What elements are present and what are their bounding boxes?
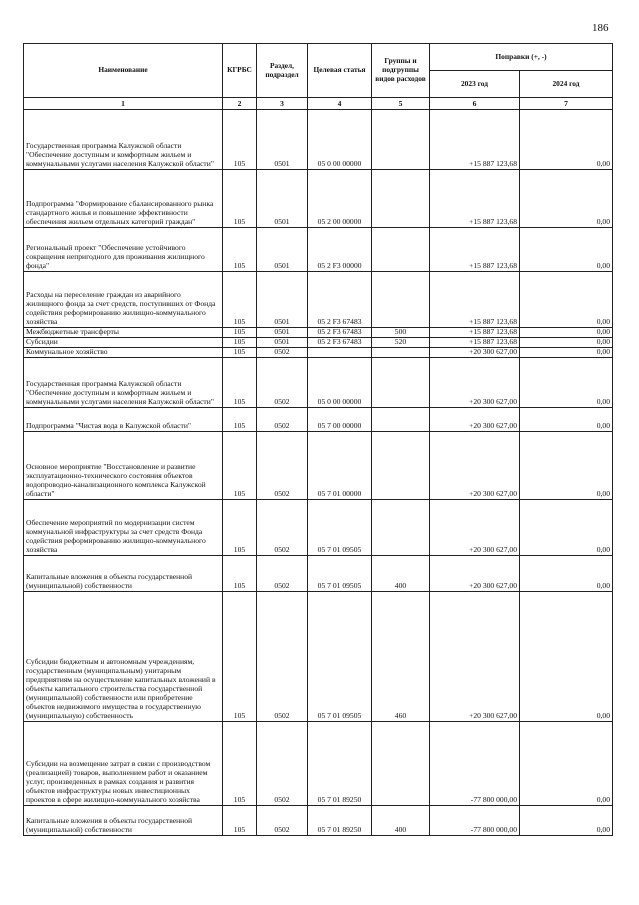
- row-target-article: 05 2 F3 67483: [308, 337, 372, 347]
- table-row: [24, 721, 613, 805]
- table-row: [24, 499, 613, 555]
- table-row: [24, 328, 613, 338]
- row-amount-2023: +15 887 123,68: [430, 328, 520, 338]
- row-amount-2024: 0,00: [520, 499, 613, 555]
- row-section: 0501: [257, 272, 308, 328]
- row-kgrbs: 105: [223, 591, 257, 721]
- header-target: Целевая статья: [308, 44, 372, 98]
- row-kgrbs: 105: [223, 357, 257, 407]
- row-target-article: 05 2 F3 67483: [308, 272, 372, 328]
- row-amount-2024: 0,00: [520, 228, 613, 272]
- row-target-article: 05 0 00 00000: [308, 110, 372, 170]
- row-target-article: 05 0 00 00000: [308, 357, 372, 407]
- row-target-article: 05 7 01 09505: [308, 591, 372, 721]
- column-index: 1: [24, 98, 223, 110]
- table-row: [24, 337, 613, 347]
- row-section: 0502: [257, 555, 308, 591]
- header-groups: Группы и подгруппы видов расходов: [372, 44, 430, 98]
- row-expense-group: [372, 721, 430, 805]
- row-expense-group: [372, 228, 430, 272]
- row-name: Обеспечение мероприятий по модернизации систем коммунальной инфраструктуры за счет средств Фонда содействия реформированию жилищно-коммунального хозяйства: [24, 499, 223, 555]
- row-name: Межбюджетные трансферты: [24, 328, 223, 338]
- row-amount-2024: 0,00: [520, 431, 613, 499]
- row-kgrbs: 105: [223, 431, 257, 499]
- row-section: 0501: [257, 228, 308, 272]
- column-index: 2: [223, 98, 257, 110]
- row-expense-group: [372, 170, 430, 228]
- row-target-article: 05 7 01 89250: [308, 721, 372, 805]
- table-row: [24, 110, 613, 170]
- row-amount-2023: -77 800 000,00: [430, 805, 520, 835]
- header-amendments: Поправки (+, -): [430, 44, 613, 71]
- row-amount-2023: +20 300 627,00: [430, 431, 520, 499]
- row-section: 0501: [257, 337, 308, 347]
- row-amount-2023: -77 800 000,00: [430, 721, 520, 805]
- row-amount-2024: 0,00: [520, 357, 613, 407]
- row-expense-group: [372, 499, 430, 555]
- row-amount-2023: +15 887 123,68: [430, 170, 520, 228]
- page-number: 186: [592, 22, 609, 34]
- table-row: [24, 591, 613, 721]
- row-name: Субсидии на возмещение затрат в связи с производством (реализацией) товаров, выполнением работ и оказанием услуг, произведенных в рамках создания и развития объектов инфраструктуры новых инвестиционных проектов в сфере жилищно-коммунального хозяйства: [24, 721, 223, 805]
- row-kgrbs: 105: [223, 337, 257, 347]
- row-name: Коммунальное хозяйство: [24, 347, 223, 357]
- row-target-article: 05 7 01 89250: [308, 805, 372, 835]
- row-name: Расходы на переселение граждан из аварийного жилищного фонда за счет средств, поступивших от Фонда содействия реформированию жилищно-коммунального хозяйства: [24, 272, 223, 328]
- column-index: 7: [520, 98, 613, 110]
- row-kgrbs: 105: [223, 499, 257, 555]
- row-section: 0502: [257, 591, 308, 721]
- row-kgrbs: 105: [223, 347, 257, 357]
- row-amount-2024: 0,00: [520, 170, 613, 228]
- row-amount-2024: 0,00: [520, 591, 613, 721]
- row-amount-2023: +15 887 123,68: [430, 228, 520, 272]
- row-kgrbs: 105: [223, 272, 257, 328]
- table-row: [24, 555, 613, 591]
- row-amount-2024: 0,00: [520, 328, 613, 338]
- row-expense-group: 400: [372, 555, 430, 591]
- row-expense-group: [372, 347, 430, 357]
- column-index: 3: [257, 98, 308, 110]
- row-section: 0502: [257, 805, 308, 835]
- row-section: 0502: [257, 721, 308, 805]
- row-name: Субсидии: [24, 337, 223, 347]
- row-expense-group: 500: [372, 328, 430, 338]
- header-year-2023: 2023 год: [430, 71, 520, 98]
- column-index: 5: [372, 98, 430, 110]
- row-amount-2023: +15 887 123,68: [430, 272, 520, 328]
- row-expense-group: 400: [372, 805, 430, 835]
- table-row: [24, 347, 613, 357]
- row-name: Государственная программа Калужской области "Обеспечение доступным и комфортным жильем и коммунальными услугами населения Калужской области": [24, 357, 223, 407]
- row-expense-group: 520: [372, 337, 430, 347]
- row-kgrbs: 105: [223, 555, 257, 591]
- row-target-article: 05 2 F3 00000: [308, 228, 372, 272]
- header-name: Наименование: [24, 44, 223, 98]
- row-amount-2023: +15 887 123,68: [430, 110, 520, 170]
- header-year-2024: 2024 год: [520, 71, 613, 98]
- row-expense-group: [372, 110, 430, 170]
- row-name: Региональный проект "Обеспечение устойчивого сокращения непригодного для проживания жилищного фонда": [24, 228, 223, 272]
- row-amount-2023: +20 300 627,00: [430, 555, 520, 591]
- row-section: 0501: [257, 110, 308, 170]
- row-expense-group: 460: [372, 591, 430, 721]
- table-row: [24, 357, 613, 407]
- row-amount-2024: 0,00: [520, 337, 613, 347]
- row-target-article: [308, 347, 372, 357]
- row-name: Основное мероприятие "Восстановление и развитие эксплуатационно-технического состояния объектов водопроводно-канализационного комплекса Калужской области": [24, 431, 223, 499]
- row-name: Подпрограмма "Формирование сбалансированного рынка стандартного жилья и повышение эффективности обеспечения жильем отдельных категорий граждан": [24, 170, 223, 228]
- column-index: 4: [308, 98, 372, 110]
- row-name: Капитальные вложения в объекты государственной (муниципальной) собственности: [24, 555, 223, 591]
- row-amount-2023: +20 300 627,00: [430, 591, 520, 721]
- table-row: [24, 805, 613, 835]
- row-expense-group: [372, 407, 430, 431]
- row-amount-2023: +15 887 123,68: [430, 337, 520, 347]
- row-name: Субсидии бюджетным и автономным учреждениям, государственным (муниципальным) унитарным предприятиям на осуществление капитальных вложений в объекты капитального строительства государственной (муниципальной) собственности или приобретение объектов недвижимого имущества в государственную (муниципальную) собственность: [24, 591, 223, 721]
- row-target-article: 05 2 00 00000: [308, 170, 372, 228]
- row-name: Капитальные вложения в объекты государственной (муниципальной) собственности: [24, 805, 223, 835]
- row-target-article: 05 7 01 09505: [308, 555, 372, 591]
- row-section: 0502: [257, 407, 308, 431]
- row-kgrbs: 105: [223, 228, 257, 272]
- row-kgrbs: 105: [223, 110, 257, 170]
- row-kgrbs: 105: [223, 721, 257, 805]
- row-kgrbs: 105: [223, 328, 257, 338]
- header-section: Раздел, подраздел: [257, 44, 308, 98]
- row-amount-2023: +20 300 627,00: [430, 499, 520, 555]
- row-amount-2024: 0,00: [520, 721, 613, 805]
- row-target-article: 05 2 F3 67483: [308, 328, 372, 338]
- table-row: [24, 407, 613, 431]
- row-target-article: 05 7 01 09505: [308, 499, 372, 555]
- row-section: 0502: [257, 431, 308, 499]
- header-kgrbs: КГРБС: [223, 44, 257, 98]
- column-index: 6: [430, 98, 520, 110]
- table-row: [24, 272, 613, 328]
- row-amount-2024: 0,00: [520, 407, 613, 431]
- row-section: 0501: [257, 170, 308, 228]
- budget-amendments-table: [23, 43, 613, 836]
- row-kgrbs: 105: [223, 805, 257, 835]
- row-name: Государственная программа Калужской области "Обеспечение доступным и комфортным жильем и коммунальными услугами населения Калужской области": [24, 110, 223, 170]
- table-row: [24, 228, 613, 272]
- row-kgrbs: 105: [223, 170, 257, 228]
- row-target-article: 05 7 00 00000: [308, 407, 372, 431]
- row-amount-2023: +20 300 627,00: [430, 347, 520, 357]
- row-expense-group: [372, 272, 430, 328]
- row-expense-group: [372, 431, 430, 499]
- row-amount-2024: 0,00: [520, 805, 613, 835]
- row-amount-2024: 0,00: [520, 110, 613, 170]
- row-name: Подпрограмма "Чистая вода в Калужской области": [24, 407, 223, 431]
- row-amount-2023: +20 300 627,00: [430, 407, 520, 431]
- row-amount-2023: +20 300 627,00: [430, 357, 520, 407]
- table-row: [24, 431, 613, 499]
- row-amount-2024: 0,00: [520, 555, 613, 591]
- table-row: [24, 170, 613, 228]
- row-section: 0502: [257, 357, 308, 407]
- row-target-article: 05 7 01 00000: [308, 431, 372, 499]
- row-expense-group: [372, 357, 430, 407]
- row-section: 0502: [257, 347, 308, 357]
- row-section: 0501: [257, 328, 308, 338]
- row-amount-2024: 0,00: [520, 272, 613, 328]
- row-kgrbs: 105: [223, 407, 257, 431]
- row-amount-2024: 0,00: [520, 347, 613, 357]
- row-section: 0502: [257, 499, 308, 555]
